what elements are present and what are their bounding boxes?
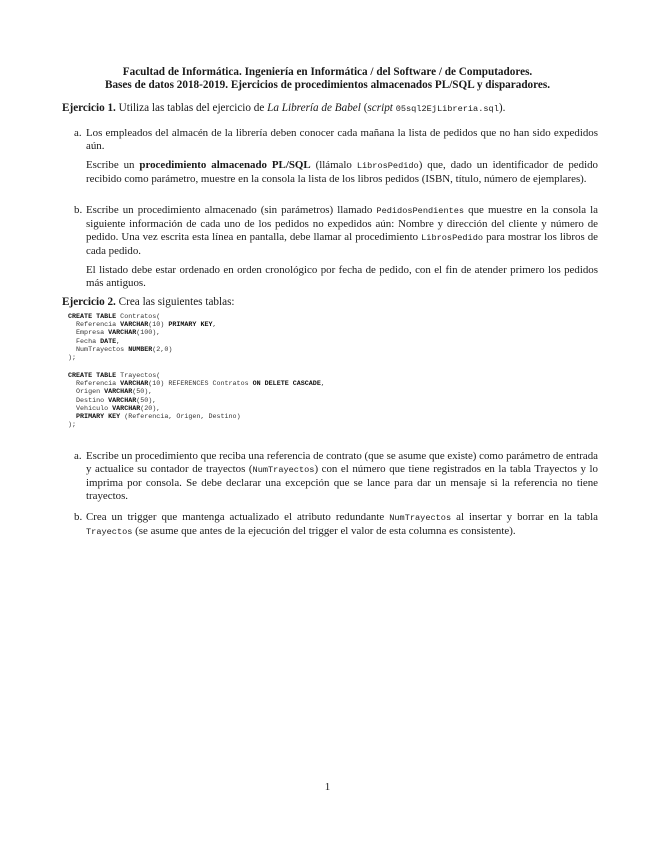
code-text: Empresa bbox=[68, 329, 109, 338]
exercise-2-label: Ejercicio 2. bbox=[62, 296, 116, 308]
code-line bbox=[68, 405, 325, 413]
sql-keyword: VARCHAR bbox=[108, 396, 137, 405]
page-number: 1 bbox=[324, 781, 331, 793]
code-text: (2,0) bbox=[152, 345, 173, 354]
document-header bbox=[40, 66, 615, 93]
code-text: (Referencia, Origen, Destino) bbox=[120, 413, 241, 422]
exercise-2-text: Crea las siguientes tablas: bbox=[115, 296, 235, 308]
exercise-1-item-b bbox=[74, 204, 598, 296]
code-text: Trayectos( bbox=[116, 372, 161, 380]
text-segment: ) con el número que tiene registrados en la tabla Trayectos y lo imprima por consola. Se debe declarar una excepción que se lance para dar un mensaje si la referencia no tiene trayectos. bbox=[86, 463, 598, 502]
text-segment: (llámalo bbox=[310, 159, 357, 171]
exercise-1-item-a bbox=[74, 127, 598, 192]
code-term: PedidosPendientes bbox=[376, 206, 465, 216]
code-text: NumTrayectos bbox=[68, 345, 129, 354]
exercise-1-a-paragraph-2 bbox=[86, 159, 598, 186]
exercise-2-title bbox=[62, 296, 235, 309]
header-line-1: Facultad de Informática. Ingeniería en Informática / del Software / de Computadores. bbox=[122, 66, 533, 78]
code-line bbox=[68, 346, 217, 354]
exercise-1-text-post: ). bbox=[498, 102, 506, 114]
exercise-1-script-word: script bbox=[367, 102, 393, 114]
code-line bbox=[68, 372, 325, 380]
text-segment: Escribe un procedimiento almacenado (sin parámetros) llamado bbox=[86, 204, 377, 216]
code-text: (100), bbox=[136, 329, 161, 338]
header-line-2: Bases de datos 2018-2019. Ejercicios de procedimientos almacenados PL/SQL y disparadores. bbox=[104, 79, 551, 92]
code-line bbox=[68, 354, 217, 362]
sql-code-block-contratos bbox=[68, 313, 217, 362]
text-segment: Escribe un procedimiento que reciba una referencia de contrato (que se asume que existe) como parámetro de entrada y actualice su contador de trayectos ( bbox=[86, 450, 598, 475]
code-text: Referencia bbox=[68, 321, 121, 330]
text-segment: Crea un trigger que mantenga actualizado el atributo redundante bbox=[86, 511, 390, 523]
sql-code-block-trayectos bbox=[68, 372, 325, 429]
text-segment: (se asume que antes de la ejecución del trigger el valor de esta columna es consistente). bbox=[132, 525, 516, 537]
sql-keyword: CREATE TABLE bbox=[68, 313, 117, 321]
exercise-1-a-paragraph-1: Los empleados del almacén de la librería deben conocer cada mañana la lista de pedidos que no han sido expedidos aún. bbox=[86, 127, 598, 152]
code-text: ); bbox=[68, 421, 77, 430]
sql-keyword: VARCHAR bbox=[104, 388, 133, 397]
code-term: Trayectos bbox=[86, 527, 133, 537]
code-term: NumTrayectos bbox=[389, 513, 452, 523]
sql-keyword: NUMBER bbox=[128, 345, 153, 354]
code-text: (10) bbox=[148, 321, 169, 330]
code-text: Fecha bbox=[68, 337, 101, 346]
code-term: LibrosPedido bbox=[421, 233, 484, 243]
sql-keyword: PRIMARY KEY bbox=[168, 321, 213, 330]
sql-keyword: VARCHAR bbox=[120, 380, 149, 389]
exercise-1-text-pre: Utiliza las tablas del ejercicio de bbox=[115, 102, 268, 114]
text-segment: Escribe un bbox=[86, 159, 140, 171]
code-text: , bbox=[116, 337, 121, 346]
sql-keyword: VARCHAR bbox=[112, 404, 141, 413]
exercise-1-b-paragraph-2: El listado debe estar ordenado en orden cronológico por fecha de pedido, con el fin de atender primero los pedidos más antiguos. bbox=[86, 264, 598, 289]
code-text: Contratos( bbox=[116, 313, 161, 321]
code-line bbox=[68, 413, 325, 421]
exercise-2-item-a bbox=[74, 450, 598, 509]
code-text: Origen bbox=[68, 388, 105, 397]
exercise-1-text-mid: ( bbox=[360, 102, 368, 114]
code-text: (50), bbox=[136, 396, 157, 405]
sql-keyword: ON DELETE CASCADE bbox=[252, 380, 321, 389]
text-segment: ) que, dado un identificador de pedido recibido como parámetro, muestre en la consola la lista de los libros pedidos (ISBN, título, número de ejemplares). bbox=[86, 159, 599, 185]
code-line bbox=[68, 321, 217, 329]
code-line bbox=[68, 388, 325, 396]
code-text: Destino bbox=[68, 396, 109, 405]
exercise-2-item-b bbox=[74, 511, 598, 545]
code-line bbox=[68, 313, 217, 321]
sql-keyword: DATE bbox=[100, 337, 117, 346]
exercise-2-b-paragraph bbox=[86, 511, 598, 539]
item-b-label: b. bbox=[74, 511, 83, 523]
sql-keyword: VARCHAR bbox=[108, 329, 137, 338]
exercise-1-label: Ejercicio 1. bbox=[62, 102, 116, 114]
code-line bbox=[68, 397, 325, 405]
code-line bbox=[68, 421, 325, 429]
code-text: , bbox=[212, 321, 217, 330]
exercise-1-script-name: 05sql2EjLibreria.sql bbox=[395, 104, 499, 114]
bold-term: procedimiento almacenado PL/SQL bbox=[139, 159, 311, 171]
code-line bbox=[68, 338, 217, 346]
exercise-1-b-paragraph-1 bbox=[86, 204, 598, 258]
code-text: (50), bbox=[132, 388, 153, 397]
exercise-2-a-paragraph bbox=[86, 450, 598, 503]
code-line bbox=[68, 380, 325, 388]
item-a-label: a. bbox=[74, 450, 82, 462]
text-segment: que muestre en la consola la siguiente información de cada uno de los pedidos no expedidos aún: Nombre y dirección del cliente y número de pedido. Una vez escrita esta línea en pantalla, debe llamar al procedimiento bbox=[86, 204, 598, 243]
text-segment: al insertar y borrar en la tabla bbox=[451, 511, 598, 523]
item-b-label: b. bbox=[74, 204, 83, 216]
code-text: , bbox=[320, 380, 325, 389]
exercise-1-title bbox=[62, 102, 505, 116]
item-a-label: a. bbox=[74, 127, 82, 139]
exercise-1-book: La Librería de Babel bbox=[267, 102, 361, 114]
sql-keyword: VARCHAR bbox=[120, 321, 149, 330]
code-term: LibrosPedido bbox=[356, 161, 419, 171]
sql-keyword: PRIMARY KEY bbox=[76, 413, 121, 422]
code-text: ); bbox=[68, 354, 77, 363]
code-text bbox=[68, 413, 76, 421]
code-text: (10) REFERENCES Contratos bbox=[148, 380, 253, 389]
code-text: Referencia bbox=[68, 380, 121, 389]
code-line bbox=[68, 329, 217, 337]
sql-keyword: CREATE TABLE bbox=[68, 372, 117, 380]
code-term: NumTrayectos bbox=[252, 465, 315, 475]
text-segment: para mostrar los libros de cada pedido. bbox=[86, 231, 598, 257]
code-text: Vehiculo bbox=[68, 404, 113, 413]
code-text: (20), bbox=[140, 404, 161, 413]
